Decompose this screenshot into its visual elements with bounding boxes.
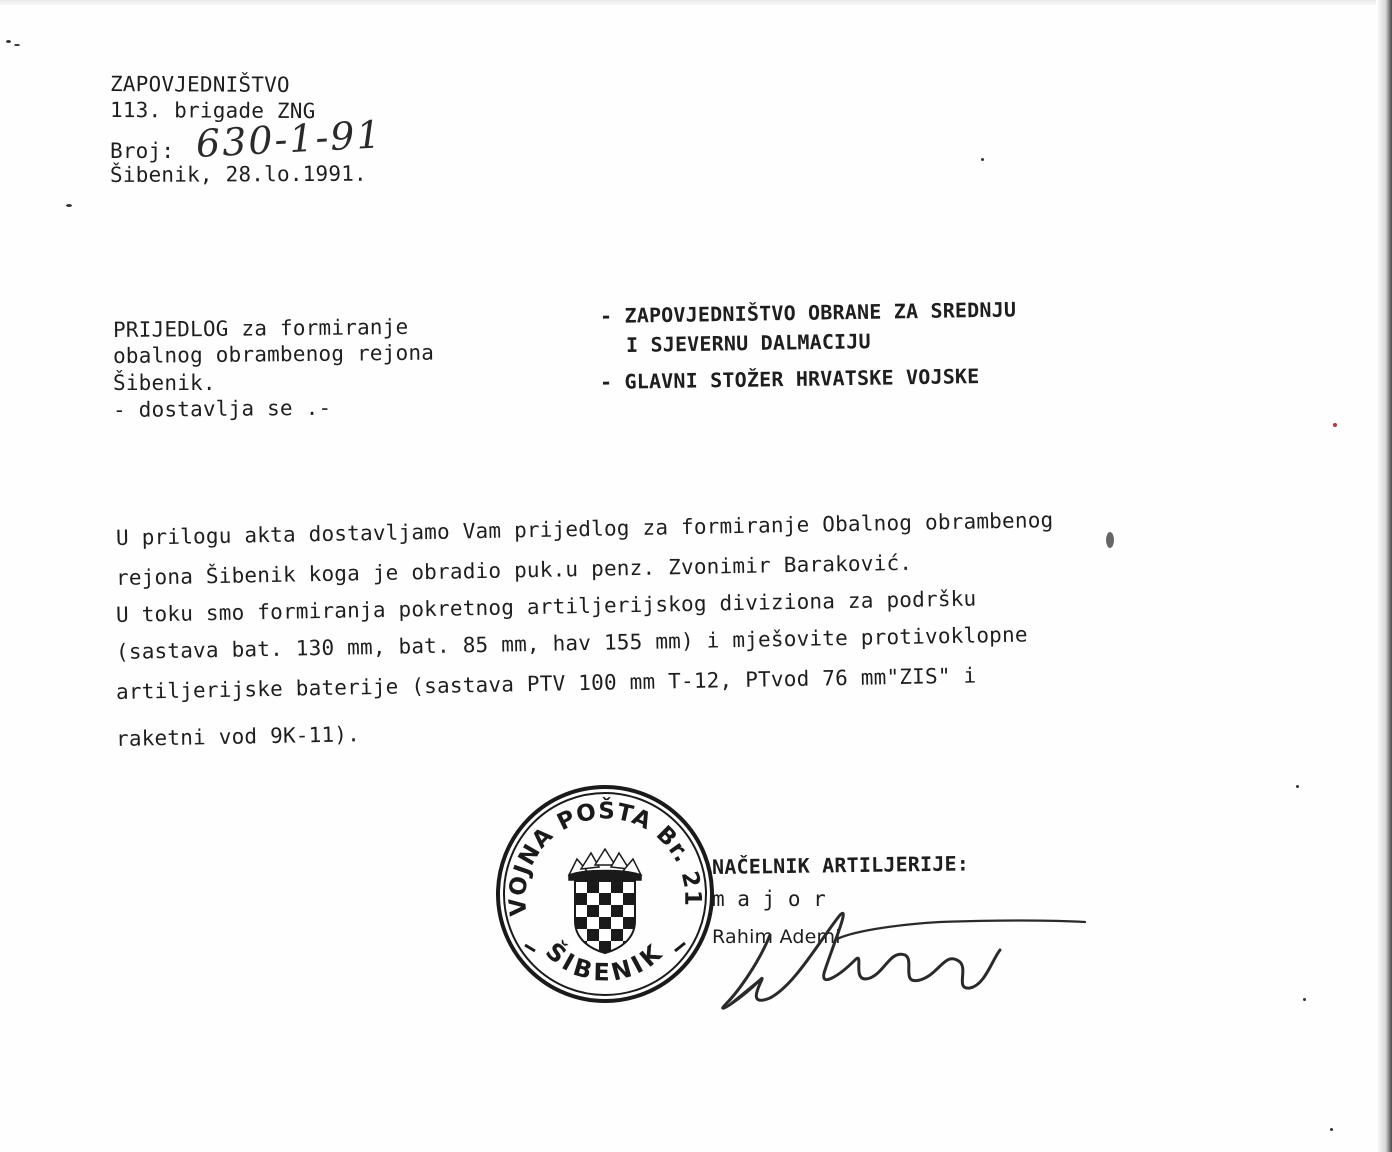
coat-of-arms-crown-icon [569, 849, 641, 880]
body-line-3: U toku smo formiranja pokretnog artiljerijskog diviziona za podršku [115, 586, 977, 627]
subject-line-2: obalnog obrambenog rejona [112, 340, 435, 368]
round-stamp [486, 763, 715, 1005]
shield-check [587, 905, 599, 917]
body-line-4: (sastava bat. 130 mm, bat. 85 mm, hav 155 mm) i mješovite protivoklopne [115, 622, 1028, 664]
recipient-2: - GLAVNI STOŽER HRVATSKE VOJSKE [599, 364, 980, 394]
subject-line-1: PRIJEDLOG za formiranje [112, 314, 409, 342]
header-number-label: Broj: [110, 139, 175, 163]
signature-rank: m a j o r [712, 887, 826, 911]
shield-check [611, 905, 623, 917]
shield-check [623, 917, 635, 929]
body-line-1: U prilogu akta dostavljamo Vam prijedlog za formiranje Obalnog obrambenog [115, 508, 1054, 550]
stamp-bottom-text: ŠIBENIK [540, 936, 670, 987]
scan-speck [6, 40, 11, 43]
scan-speck [1106, 532, 1114, 548]
scan-right-edge [1376, 0, 1392, 1152]
scan-top-edge [0, 0, 1392, 6]
shield-check [599, 893, 611, 905]
shield-check [599, 917, 611, 929]
signature-name: Rahim Ademi [712, 926, 841, 948]
scan-speck [981, 158, 984, 161]
shield-check [611, 881, 623, 893]
scan-speck [1296, 785, 1299, 788]
header-unit: ZAPOVJEDNIŠTVO [109, 72, 290, 97]
shield-check [623, 893, 635, 905]
shield-check [587, 929, 599, 941]
subject-line-4: - dostavlja se .- [112, 395, 332, 422]
stamp-top-text: VOJNA POŠTA Br. 2135 [486, 763, 706, 918]
body-line-2: rejona Šibenik koga je obradio puk.u penz. Zvonimir Baraković. [115, 550, 913, 590]
subject-line-3: Šibenik. [113, 371, 216, 395]
coat-of-arms-shield-icon [575, 881, 635, 955]
signature-title: NAČELNIK ARTILJERIJE: [711, 851, 970, 879]
handwritten-signature [700, 880, 1100, 1030]
scan-speck [14, 44, 20, 46]
body-line-5: artiljerijske baterije (sastava PTV 100 mm T-12, PTvod 76 mm"ZIS" i [115, 663, 977, 704]
shield-check [611, 929, 623, 941]
scan-speck [1330, 1128, 1333, 1131]
scan-speck [66, 204, 72, 207]
recipient-1-line-2: I SJEVERNU DALMACIJU [625, 329, 871, 357]
scan-speck [1303, 998, 1306, 1001]
recipient-1-line-1: - ZAPOVJEDNIŠTVO OBRANE ZA SREDNJU [599, 297, 1017, 328]
header-brigade: 113. brigade ZNG [109, 98, 316, 124]
shield-check [575, 917, 587, 929]
header-number-value: 630-1-91 [194, 112, 384, 166]
header-place-date: Šibenik, 28.lo.1991. [109, 161, 367, 187]
body-line-6: raketni vod 9K-11). [115, 722, 361, 751]
shield-check [587, 881, 599, 893]
shield-check [575, 893, 587, 905]
scan-speck [1333, 423, 1337, 427]
